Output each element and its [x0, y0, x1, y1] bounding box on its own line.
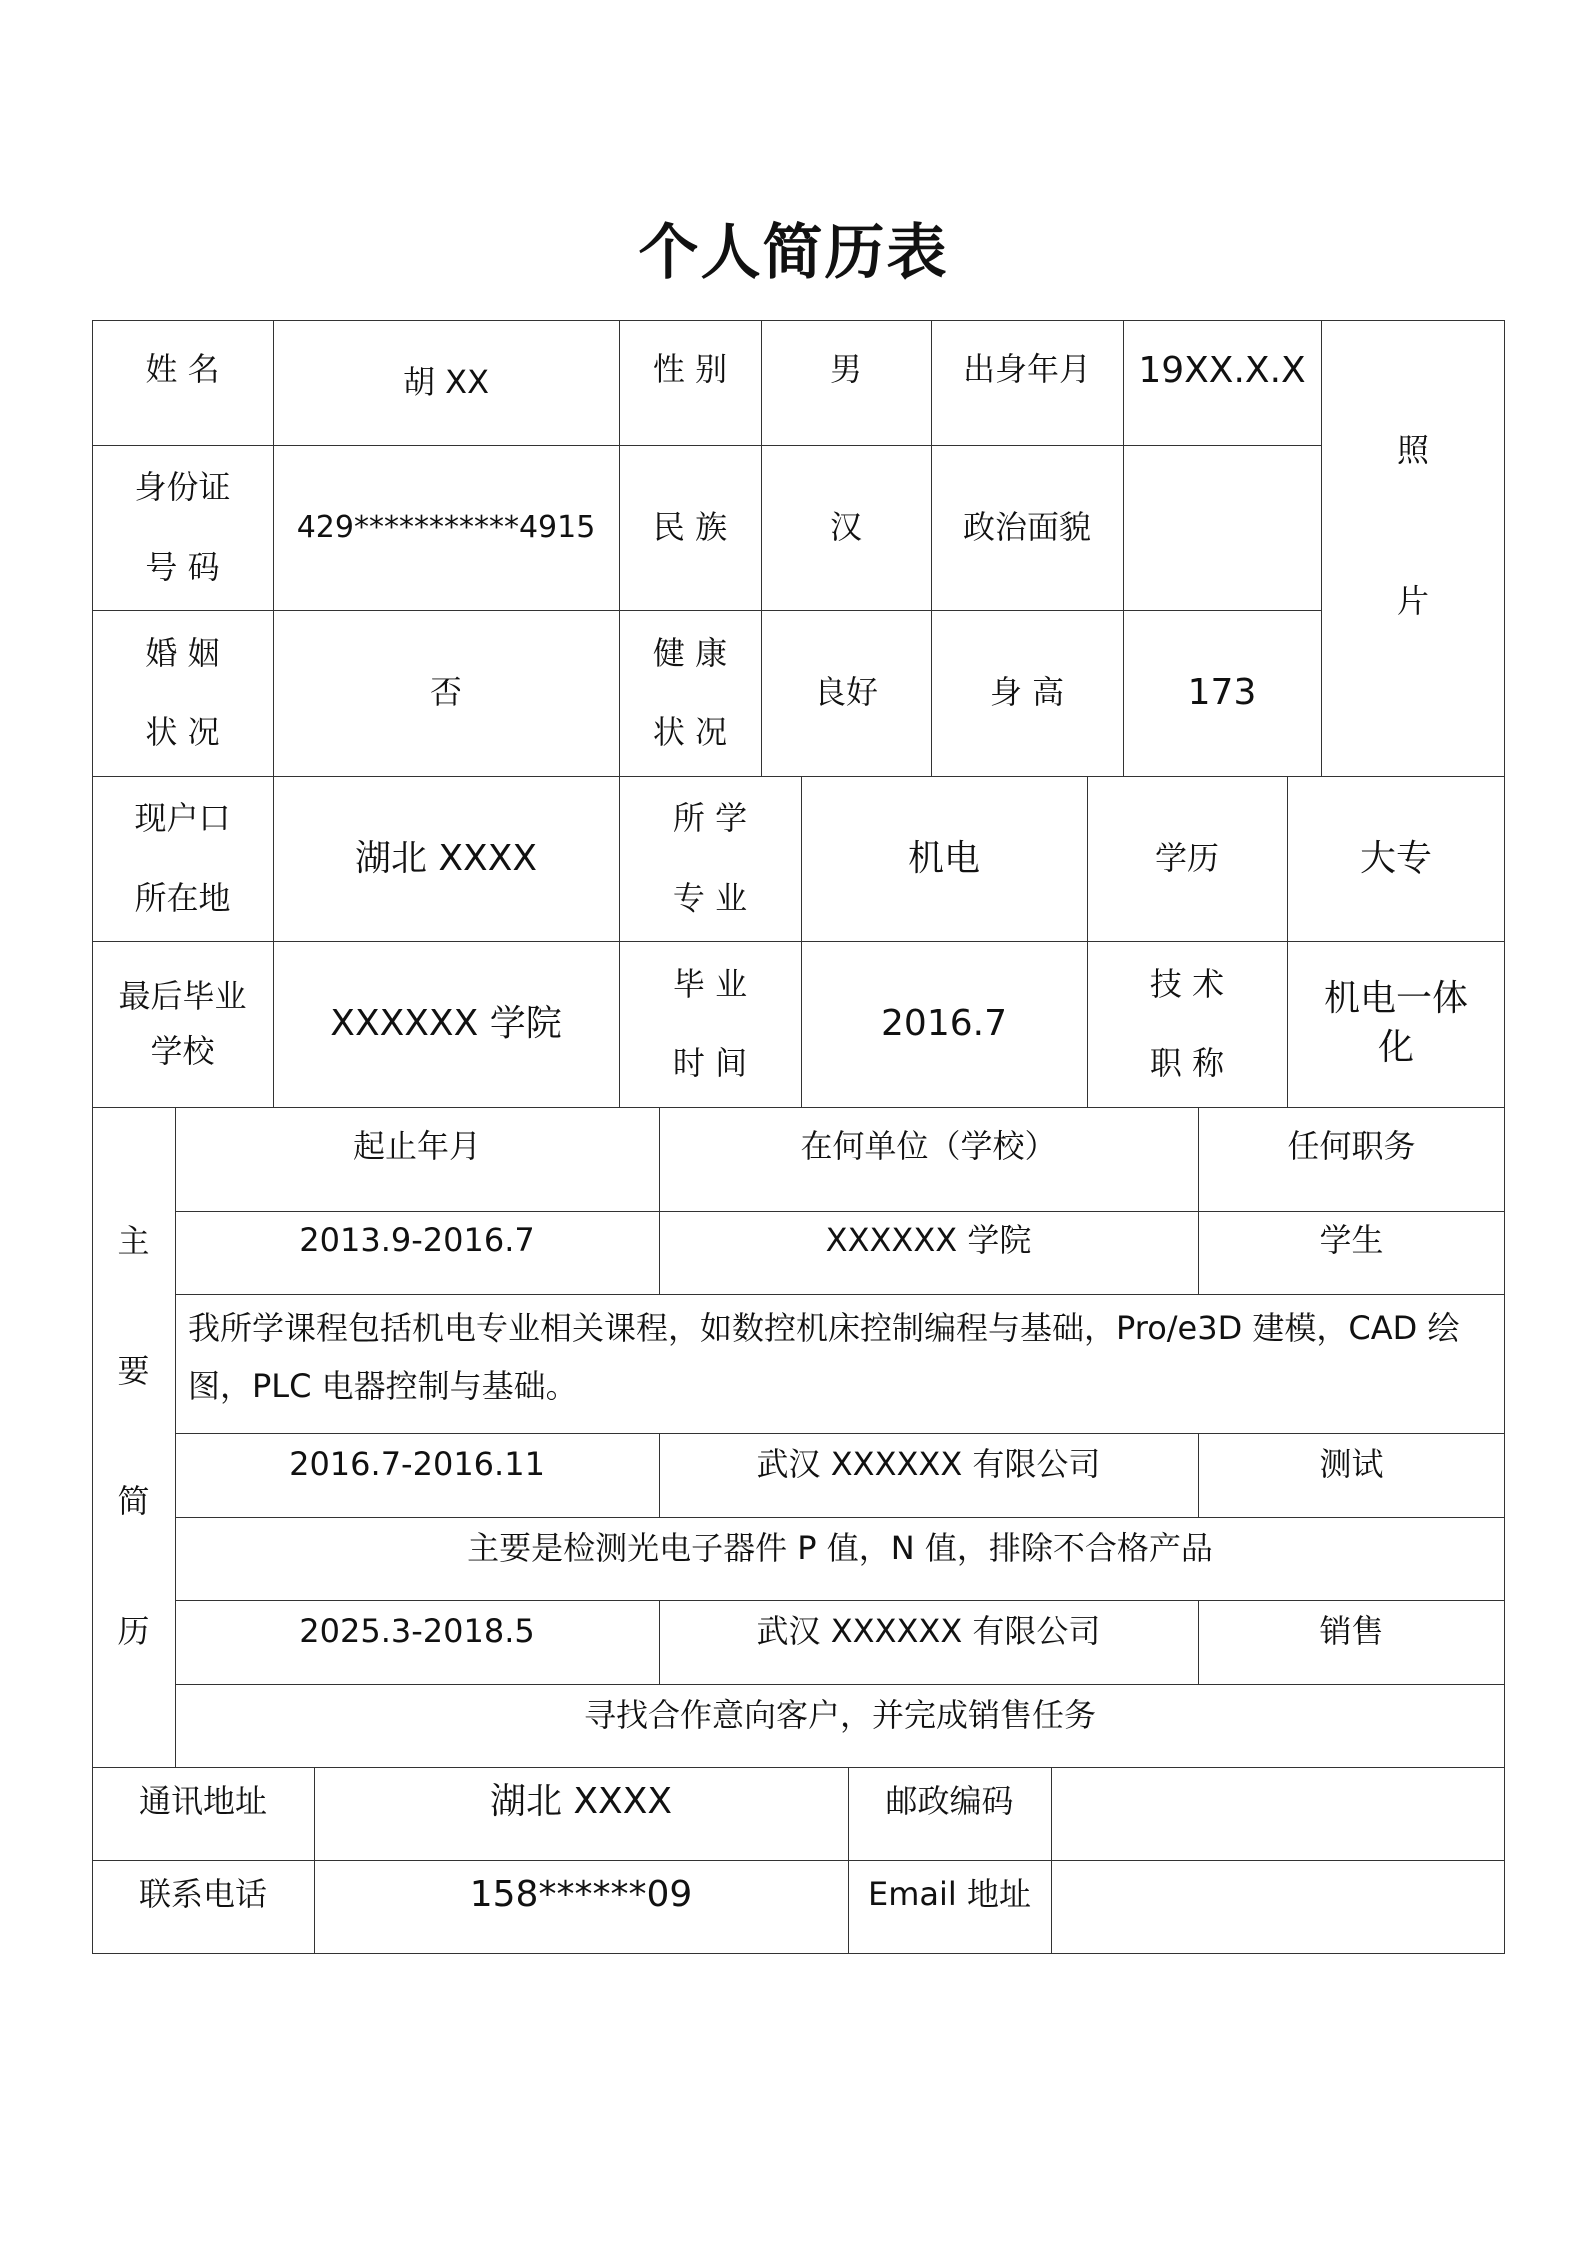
address-label: 通讯地址	[138, 1782, 267, 1821]
header-unit: 在何单位（学校）	[800, 1127, 1057, 1166]
grad-label: 毕 业 时 间	[672, 964, 748, 1082]
entry-1-unit: XXXXXX 学院	[825, 1221, 1032, 1260]
height-value: 173	[1187, 672, 1257, 714]
id-value: 429***********4915	[296, 509, 596, 545]
birth-label: 出身年月	[962, 350, 1091, 388]
edu-label: 学历	[1154, 838, 1219, 877]
entry-1-role: 学生	[1319, 1221, 1384, 1260]
gender-label: 性 别	[652, 350, 728, 388]
entry-3-period: 2025.3-2018.5	[299, 1612, 535, 1651]
grad-value: 2016.7	[881, 1003, 1007, 1045]
phone-value: 158******09	[469, 1874, 693, 1916]
header-role: 任何职务	[1287, 1127, 1416, 1166]
major-value: 机电	[907, 837, 980, 879]
entry-3-desc: 寻找合作意向客户，并完成销售任务	[583, 1696, 1096, 1735]
name-label: 姓 名	[145, 350, 220, 388]
school-value: XXXXXX 学院	[330, 1003, 562, 1045]
address-value: 湖北 XXXX	[489, 1781, 673, 1823]
postcode-label: 邮政编码	[885, 1782, 1014, 1821]
major-label: 所 学 专 业	[672, 799, 748, 917]
edu-value: 大专	[1359, 837, 1432, 879]
resume-side-label: 主 要 简 历	[117, 1222, 150, 1651]
entry-2-period: 2016.7-2016.11	[289, 1445, 545, 1484]
health-label: 健 康 状 况	[652, 633, 728, 751]
ethnic-label: 民 族	[652, 507, 728, 546]
political-value	[1123, 445, 1321, 610]
id-label: 身份证 号 码	[134, 468, 231, 586]
entry-2-desc: 主要是检测光电子器件 P 值，N 值，排除不合格产品	[467, 1529, 1213, 1568]
photo-placeholder: 照 片	[1396, 431, 1429, 621]
page-title: 个人简历表	[638, 218, 949, 288]
marital-label: 婚 姻 状 况	[145, 633, 220, 751]
entry-1-desc: 我所学课程包括机电专业相关课程，如数控机床控制编程与基础，Pro/e3D 建模，CAD 绘图，PLC 电器控制与基础。	[188, 1309, 1460, 1405]
height-label: 身 高	[989, 673, 1065, 712]
hukou-label: 现户口 所在地	[134, 799, 231, 917]
entry-1-period: 2013.9-2016.7	[299, 1221, 535, 1260]
email-value	[1051, 1860, 1505, 1930]
health-value: 良好	[813, 673, 878, 712]
phone-label: 联系电话	[138, 1875, 267, 1914]
name-value: 胡 XX	[402, 362, 490, 401]
hukou-value: 湖北 XXXX	[354, 837, 538, 879]
entry-3-unit: 武汉 XXXXXX 有限公司	[756, 1612, 1101, 1651]
postcode-value	[1051, 1767, 1505, 1837]
marital-value: 否	[429, 673, 462, 712]
gender-value: 男	[829, 350, 862, 388]
entry-2-role: 测试	[1319, 1445, 1384, 1484]
ethnic-value: 汉	[829, 507, 862, 546]
political-label: 政治面貌	[962, 507, 1091, 546]
email-label: Email 地址	[868, 1875, 1031, 1914]
entry-3-role: 销售	[1319, 1612, 1384, 1651]
title-label: 技 术 职 称	[1149, 964, 1225, 1082]
title-value: 机电一体 化	[1323, 978, 1468, 1068]
entry-2-unit: 武汉 XXXXXX 有限公司	[756, 1445, 1101, 1484]
header-period: 起止年月	[352, 1127, 481, 1166]
birth-value: 19XX.X.X	[1138, 350, 1306, 391]
school-label: 最后毕业 学校	[118, 976, 247, 1070]
